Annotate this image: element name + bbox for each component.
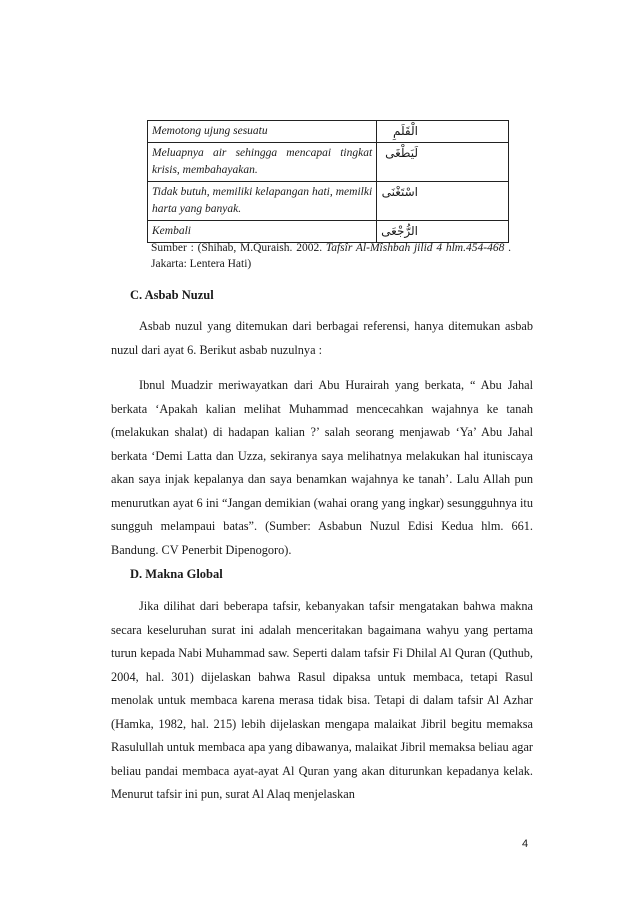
source-suffix: . Jakarta: Lentera Hati)	[151, 242, 511, 270]
paragraph-text: Asbab nuzul yang ditemukan dari berbagai referensi, hanya ditemukan asbab nuzul dari ayat 6. Berikut asbab nuzulnya :	[111, 319, 533, 357]
meaning-cell: Kembali	[148, 221, 377, 243]
paragraph-text: Jika dilihat dari beberapa tafsir, kebanyakan tafsir mengatakan bahwa makna secara keseluruhan surat ini adalah menceritakan bagaimana wahyu yang pertama turun kepada Nabi Muhammad saw. Seperti dalam tafsir Fi Dhilal Al Quran (Quthub, 2004, hal. 301) dijelaskan bahwa Rasul dipaksa untuk membaca, tetapi Rasul menolak untuk membaca karena merasa tidak bisa. Tetapi di dalam tafsir Al Azhar (Hamka, 1982, hal. 215) lebih dijelaskan mengapa malaikat Jibril begitu memaksa Rasulullah untuk membaca apa yang dibawanya, malaikat Jibril memaksa beliau agar beliau pandai membaca ayat-ayat Al Quran yang akan diturunkan kepadanya kelak. Menurut tafsir ini pun, surat Al Alaq menjelaskan	[111, 599, 533, 801]
heading-makna-global: D. Makna Global	[130, 567, 223, 581]
arabic-cell: اسْتَغْنَى	[377, 182, 509, 221]
table-source	[151, 240, 511, 272]
source-title: Tafsîr Al-Mîshbah jilid 4 hlm.454-468	[325, 242, 505, 254]
table-row	[148, 143, 509, 182]
paragraph	[111, 315, 533, 362]
page-number: 4	[522, 838, 529, 850]
paragraph	[111, 374, 533, 562]
table-row	[148, 121, 509, 143]
paragraph-text: Ibnul Muadzir meriwayatkan dari Abu Hurairah yang berkata, “ Abu Jahal berkata ‘Apakah kalian melihat Muhammad mencecahkan wajahnya ke tanah (melakukan shalat) di hadapan kalian ?’ salah seorang menjawab ‘Ya’ Abu Jahal berkata ‘Demi Latta dan Uzza, sekiranya saya melihatnya melakukan hal ituniscaya akan saya injak kepalanya dan saya benamkan wajahnya ke tanah’. Lalu Allah pun menurutkan ayat 6 ini “Jangan demikian (wahai orang yang ingkar) sesungguhnya itu sungguh melampaui batas”. (Sumber: Asbabun Nuzul Edisi Kedua hlm. 661. Bandung. CV Penerbit Dipenogoro).	[111, 378, 533, 557]
table-row	[148, 182, 509, 221]
vocabulary-table	[147, 120, 509, 243]
arabic-cell: لَيَطْغَى	[377, 143, 509, 182]
source-prefix: Sumber : (Shihab, M.Quraish. 2002.	[151, 242, 326, 254]
meaning-cell: Memotong ujung sesuatu	[148, 121, 377, 143]
arabic-cell: الرُّجْعَى	[377, 221, 509, 243]
meaning-cell: Tidak butuh, memiliki kelapangan hati, memilki harta yang banyak.	[148, 182, 377, 221]
paragraph	[111, 595, 533, 807]
arabic-cell: الْقَلَمِ	[377, 121, 509, 143]
meaning-cell: Meluapnya air sehingga mencapai tingkat krisis, membahayakan.	[148, 143, 377, 182]
heading-asbab-nuzul: C. Asbab Nuzul	[130, 288, 214, 302]
